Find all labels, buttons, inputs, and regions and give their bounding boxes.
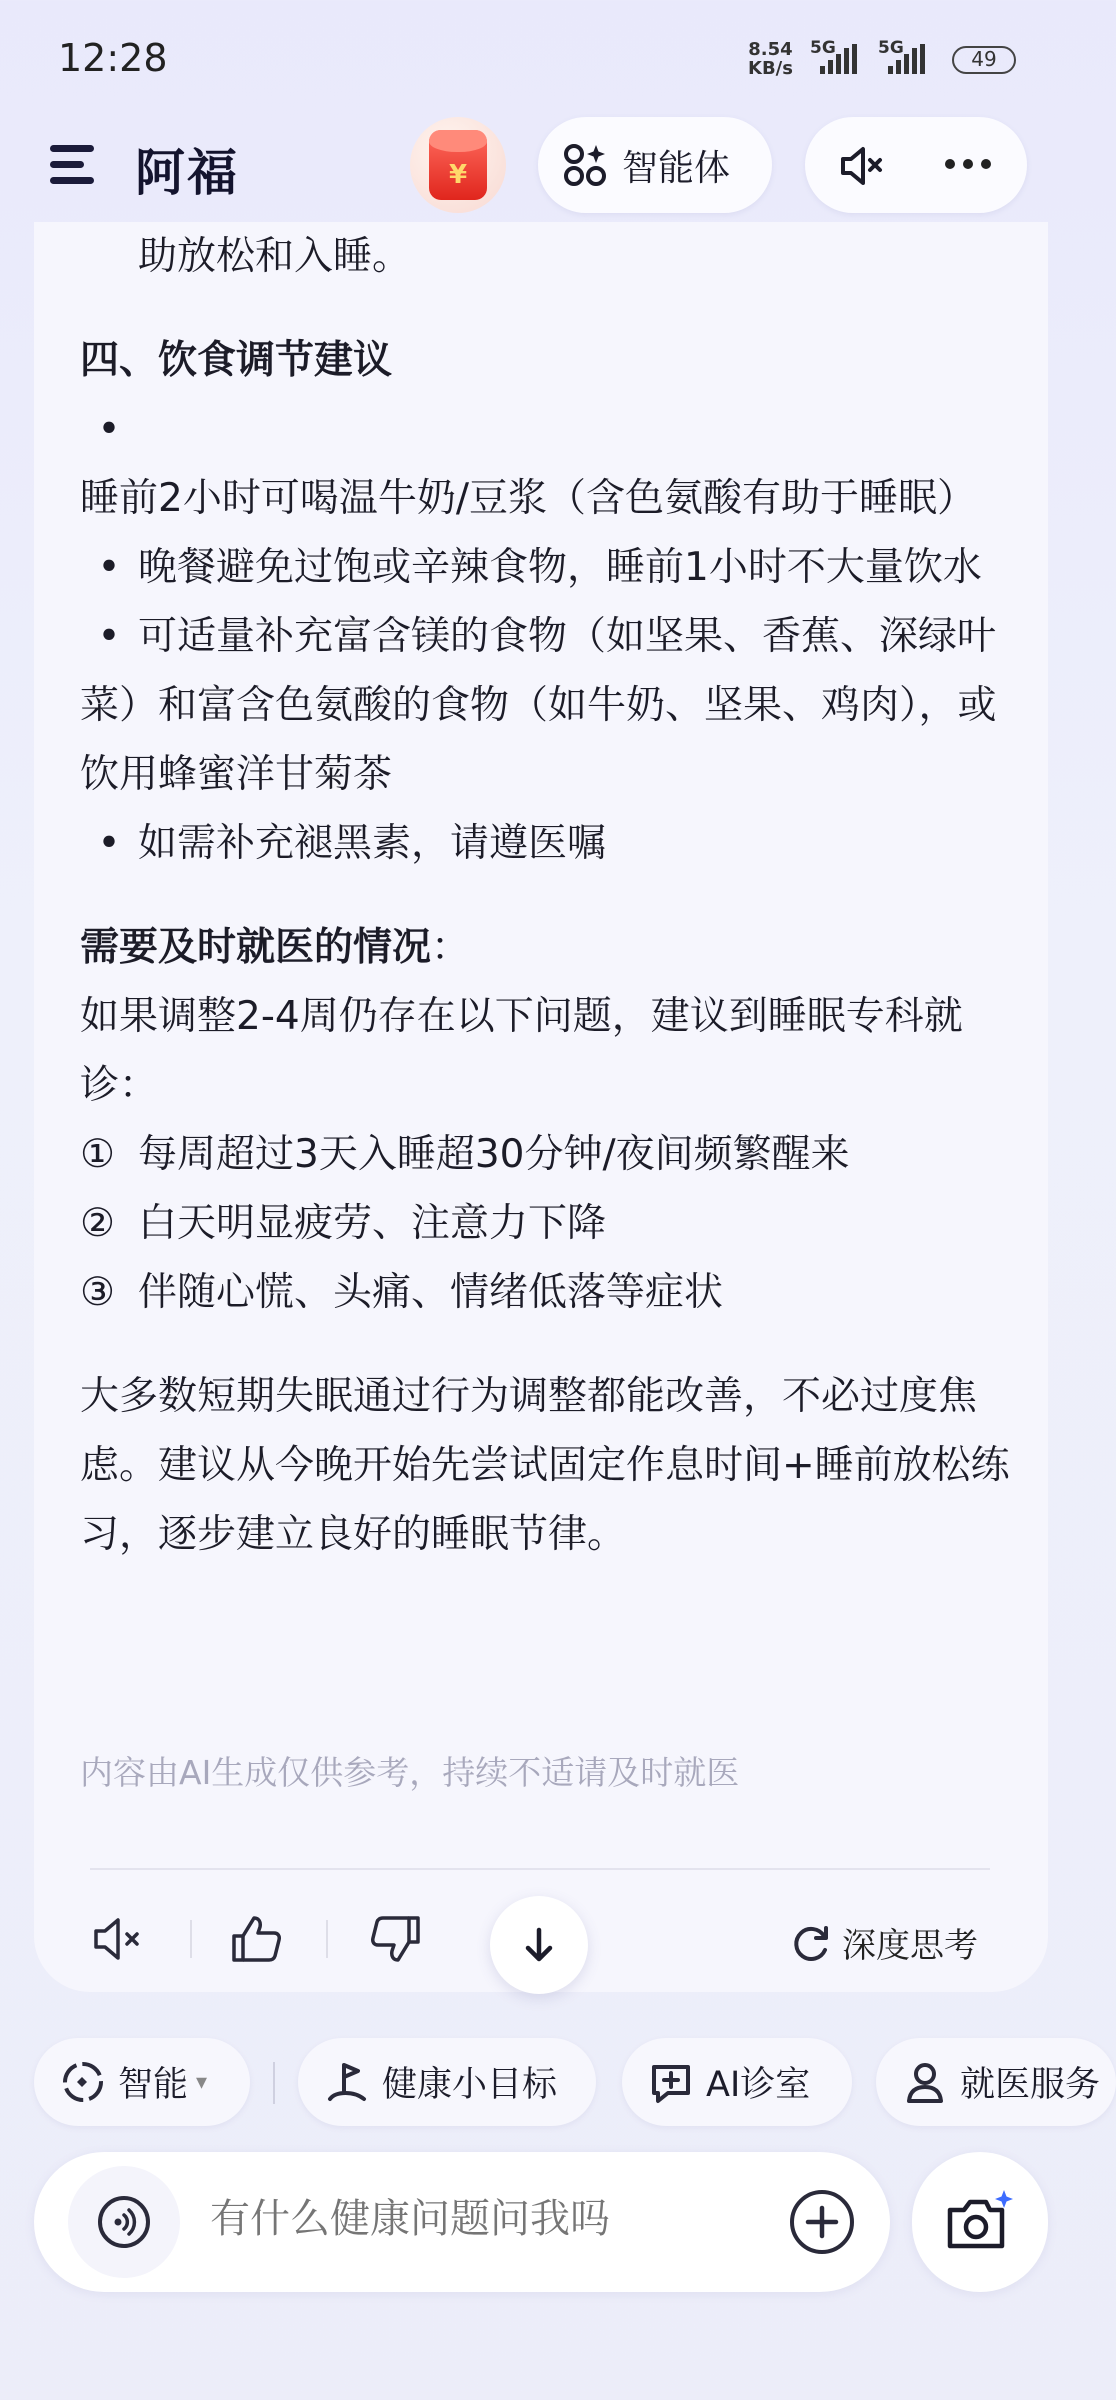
item-number: ③ <box>80 1270 115 1315</box>
chip-health-goals[interactable] <box>298 2038 596 2126</box>
signal-1-icon <box>820 44 857 74</box>
bullet-item <box>80 533 1030 602</box>
numbered-item <box>80 1189 1030 1258</box>
bullet-mark: • <box>97 545 121 590</box>
bullet-text: 晚餐避免过饱或辛辣食物，睡前1小时不大量饮水 <box>138 545 982 590</box>
message-actions <box>34 1872 1048 1992</box>
bullet-mark: • <box>97 821 121 866</box>
chip-separator <box>273 2062 275 2104</box>
voice-icon <box>94 2192 154 2252</box>
red-envelope-icon <box>429 130 487 200</box>
doctor-intro: 如果调整2-4周仍存在以下问题，建议到睡眠专科就诊： <box>80 994 963 1108</box>
chat-message-card <box>34 222 1048 1992</box>
refresh-icon <box>790 1922 832 1964</box>
app-header <box>0 115 1080 215</box>
bullet-mark: • <box>97 407 121 452</box>
chevron-down-icon: ▾ <box>196 2069 208 2095</box>
sim2-label: 5G <box>878 38 904 58</box>
chip-label: AI诊室 <box>706 2065 811 2105</box>
bullet-text: 睡前2小时可喝温牛奶/豆浆（含色氨酸有助于睡眠） <box>80 476 976 521</box>
doctor-icon <box>902 2059 948 2105</box>
net-speed-value: 8.54 <box>748 39 793 60</box>
numbered-item <box>80 1258 1030 1327</box>
doctor-colon: ： <box>431 925 471 970</box>
chat-input[interactable] <box>210 2196 750 2242</box>
deep-think-label: 深度思考 <box>842 1926 978 1966</box>
ai-disclaimer: 内容由AI生成仅供参考，持续不适请及时就医 <box>80 1753 740 1792</box>
message-content <box>80 222 1030 1569</box>
agent-button[interactable] <box>538 117 772 213</box>
bullet-item <box>80 809 1030 878</box>
app-title: 阿福 <box>135 144 239 202</box>
more-icon[interactable] <box>945 159 991 169</box>
camera-icon <box>944 2188 1016 2256</box>
message-line: 助放松和入睡。 <box>138 234 412 279</box>
quick-chips <box>0 2038 1101 2128</box>
section-heading-diet: 四、饮食调节建议 <box>80 338 393 383</box>
chip-ai-clinic[interactable] <box>622 2038 852 2126</box>
bullet-item <box>80 395 1030 533</box>
sim1-label: 5G <box>810 38 836 58</box>
header-actions <box>805 117 1027 213</box>
divider <box>90 1868 990 1870</box>
battery-icon <box>952 46 1016 74</box>
item-text: 白天明显疲劳、注意力下降 <box>138 1201 607 1246</box>
doctor-title: 需要及时就医的情况 <box>80 925 432 970</box>
closing-paragraph: 大多数短期失眠通过行为调整都能改善，不必过度焦虑。建议从今晚开始先尝试固定作息时间+睡前放松练习，逐步建立良好的睡眠节律。 <box>80 1374 1010 1557</box>
item-number: ① <box>80 1132 115 1177</box>
smart-mode-icon <box>60 2059 106 2105</box>
section-heading-doctor <box>80 913 1030 982</box>
arrow-down-icon <box>523 1927 555 1963</box>
chip-label: 健康小目标 <box>382 2065 558 2105</box>
thumbs-down-icon[interactable] <box>368 1914 422 1964</box>
item-text: 伴随心慌、头痛、情绪低落等症状 <box>138 1270 724 1315</box>
chat-plus-icon <box>648 2059 694 2105</box>
yuan-symbol: ¥ <box>448 160 468 190</box>
item-number: ② <box>80 1201 115 1246</box>
red-envelope-button[interactable] <box>410 117 506 213</box>
camera-button[interactable] <box>912 2152 1048 2292</box>
flag-icon <box>324 2059 370 2105</box>
mode-selector[interactable] <box>34 2038 250 2126</box>
action-separator <box>190 1920 192 1958</box>
action-separator <box>326 1920 328 1958</box>
net-speed <box>748 40 793 78</box>
deep-think-button[interactable] <box>790 1918 978 1967</box>
bullet-item <box>80 602 1030 809</box>
battery-level: 49 <box>971 47 997 71</box>
signal-2-icon <box>888 44 925 74</box>
net-speed-unit: KB/s <box>748 58 793 79</box>
chip-medical-service[interactable] <box>876 2038 1116 2126</box>
agent-grid-icon <box>562 142 608 188</box>
chat-input-bar <box>34 2152 890 2292</box>
status-time: 12:28 <box>58 36 168 80</box>
thumbs-up-icon[interactable] <box>230 1914 284 1964</box>
plus-icon[interactable] <box>788 2188 856 2256</box>
menu-icon[interactable] <box>50 143 98 187</box>
scroll-down-button[interactable] <box>490 1896 588 1994</box>
agent-label: 智能体 <box>622 147 731 189</box>
bullet-text: 可适量补充富含镁的食物（如坚果、香蕉、深绿叶菜）和富含色氨酸的食物（如牛奶、坚果、鸡肉），或饮用蜂蜜洋甘菊茶 <box>80 614 997 797</box>
bullet-text: 如需补充褪黑素，请遵医嘱 <box>138 821 607 866</box>
speaker-mute-icon[interactable] <box>90 1914 148 1964</box>
bullet-mark: • <box>97 614 121 659</box>
mode-label: 智能 <box>118 2065 189 2105</box>
numbered-item <box>80 1120 1030 1189</box>
chip-label: 就医服务 <box>960 2065 1101 2105</box>
speaker-mute-icon[interactable] <box>837 141 887 191</box>
item-text: 每周超过3天入睡超30分钟/夜间频繁醒来 <box>138 1132 850 1177</box>
voice-input-button[interactable] <box>68 2166 180 2278</box>
status-bar <box>0 0 1080 110</box>
